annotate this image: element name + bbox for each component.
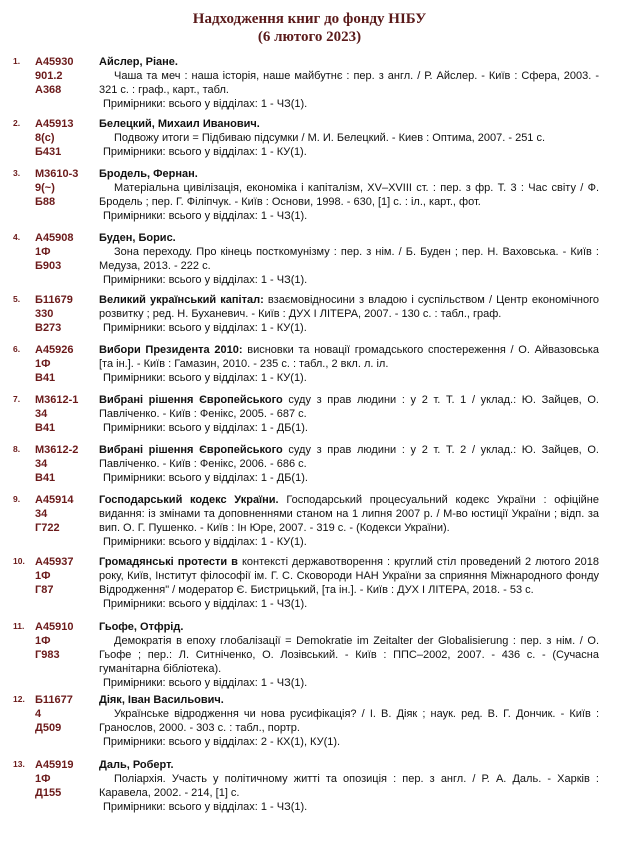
entry-heading: Даль, Роберт. (99, 759, 174, 771)
call-number: Б903 (35, 260, 62, 272)
call-number: 1Ф (35, 358, 51, 370)
entry-copies: Примірники: всього у відділах: 1 - ДБ(1). (103, 422, 308, 434)
entry-heading: Вибори Президента 2010: (99, 344, 243, 356)
entry-heading-line (99, 443, 599, 471)
entry-copies: Примірники: всього у відділах: 1 - КУ(1). (103, 146, 307, 158)
entry-heading: Буден, Борис. (99, 232, 176, 244)
call-numbers (35, 758, 74, 800)
call-number: М3612-2 (35, 444, 79, 456)
entry-copies: Примірники: всього у відділах: 1 - КУ(1). (103, 372, 307, 384)
entry-body (99, 117, 599, 159)
call-numbers (35, 693, 73, 735)
call-number: В41 (35, 472, 56, 484)
entry-heading-line (99, 117, 599, 131)
call-number: Б88 (35, 196, 56, 208)
entry-heading: Вибрані рішення Європейського (99, 444, 283, 456)
entry-copies: Примірники: всього у відділах: 1 - КУ(1). (103, 322, 307, 334)
entry-heading: Великий український капітал: (99, 294, 264, 306)
entry-body (99, 758, 599, 814)
entry-body (99, 620, 599, 690)
call-number: А368 (35, 84, 62, 96)
call-numbers (35, 620, 74, 662)
entry-copies: Примірники: всього у відділах: 1 - ДБ(1). (103, 472, 308, 484)
entry-description: Українське відродження чи нова русифікація? / І. В. Діяк ; наук. ред. В. Г. Дончик. - Київ : Гранослов, 2000. - 303 с. : табл., портр. (99, 708, 599, 734)
call-number: 8(с) (35, 132, 55, 144)
entry-heading-line (99, 393, 599, 421)
entry-number: 1. (13, 56, 21, 66)
call-number: 9(~) (35, 182, 55, 194)
entry-heading-line (99, 167, 599, 181)
call-number: А45919 (35, 759, 74, 771)
entry-number: 3. (13, 168, 21, 178)
call-number: А45913 (35, 118, 74, 130)
call-number: В41 (35, 372, 56, 384)
entry-description: взаємовідносини з владою і суспільством / Центр економічного розвитку ; ред. Н. Буханевич. - Київ : ДУХ І ЛІТЕРА, 2007. - 130 с. : табл., граф. (99, 294, 600, 320)
call-number: 34 (35, 458, 48, 470)
call-number: Д509 (35, 722, 62, 734)
call-number: 34 (35, 508, 48, 520)
entry-number: 10. (13, 556, 25, 566)
call-number: А45910 (35, 621, 74, 633)
entry-copies: Примірники: всього у відділах: 1 - ЧЗ(1). (103, 677, 308, 689)
entry-number: 5. (13, 294, 21, 304)
entry-body (99, 493, 599, 549)
call-numbers (35, 493, 74, 535)
entry-description: суду з прав людини : у 2 т. Т. 1 / уклад.: Ю. Зайцев, О. Павліченко. - Київ : Фенікс, 2005. - 687 с. (99, 394, 599, 420)
call-number: А45926 (35, 344, 74, 356)
call-number: Б11677 (35, 694, 73, 706)
entry-heading: Господарський кодекс України. (99, 494, 279, 506)
entry-body (99, 167, 599, 223)
entry-number: 13. (13, 759, 25, 769)
entry-heading: Айслер, Ріане. (99, 56, 178, 68)
entry-number: 7. (13, 394, 21, 404)
entry-number: 4. (13, 232, 21, 242)
entry-number: 8. (13, 444, 21, 454)
entry-heading-line (99, 231, 599, 245)
call-numbers (35, 443, 78, 485)
call-number: Г983 (35, 649, 60, 661)
call-number: 330 (35, 308, 54, 320)
entry-heading-line (99, 555, 599, 597)
entry-heading-line (99, 293, 599, 321)
entry-number: 12. (13, 694, 25, 704)
page-title: Надходження книг до фонду НІБУ (192, 11, 427, 27)
entry-heading: Громадянські протести в (99, 556, 238, 568)
call-number: 1Ф (35, 773, 51, 785)
entry-copies: Примірники: всього у відділах: 1 - КУ(1). (103, 536, 307, 548)
call-numbers (35, 343, 74, 385)
entry-body (99, 393, 599, 435)
call-numbers (35, 231, 74, 273)
call-numbers (35, 55, 74, 97)
entry-copies: Примірники: всього у відділах: 1 - ЧЗ(1). (103, 598, 308, 610)
entry-heading-line (99, 620, 599, 634)
entry-number: 9. (13, 494, 21, 504)
entry-description: Зона переходу. Про кінець посткомунізму : пер. з нім. / Б. Буден ; пер. Н. Ваховська. - Київ : Медуза, 2013. - 222 с. (99, 246, 599, 272)
call-number: А45908 (35, 232, 74, 244)
call-number: Б11679 (35, 294, 73, 306)
entry-copies: Примірники: всього у відділах: 1 - ЧЗ(1). (103, 98, 308, 110)
call-number: А45914 (35, 494, 74, 506)
entry-body (99, 231, 599, 287)
entry-description: Демократія в епоху глобалізації = Demokratie im Zeitalter der Globalisierung : пер. з нім. / О. Гьофе ; пер.: Л. Ситніченко, О. Лозівський. - Київ : ППС–2002, 2007. - 436 с. - (Сучасна гуманітарна бібліотека). (99, 635, 599, 675)
call-number: 4 (35, 708, 42, 720)
call-number: 1Ф (35, 570, 51, 582)
entry-heading: Вибрані рішення Європейського (99, 394, 283, 406)
entry-heading: Белецкий, Михаил Иванович. (99, 118, 260, 130)
entry-description: Чаша та меч : наша історія, наше майбутнє : пер. з англ. / Р. Айслер. - Київ : Сфера, 2003. - 321 с. : граф., карт., табл. (99, 70, 599, 96)
call-number: В273 (35, 322, 62, 334)
call-numbers (35, 167, 78, 209)
entry-body (99, 555, 599, 611)
entry-description: контексті державотворення : круглий стіл проведений 2 лютого 2018 року, Київ, Інститут філософії ім. Г. С. Сковороди НАН України за сприяння Міжнародного фонду Відродження" / модератор Є. Бистрицький, [та ін.]. - Київ : ДУХ І ЛІТЕРА, 2018. - 53 с. (99, 556, 599, 596)
entry-heading: Діяк, Іван Васильович. (99, 694, 224, 706)
entry-body (99, 55, 599, 111)
entry-heading-line (99, 55, 599, 69)
entry-body (99, 443, 599, 485)
entry-heading-line (99, 693, 599, 707)
entry-description: висновки та новації громадського спостереження / О. Айвазовська [та ін.]. - Київ : Гамазин, 2010. - 235 с. : табл., 2 вкл. л. іл. (99, 344, 600, 370)
entry-number: 11. (13, 621, 25, 631)
entry-number: 2. (13, 118, 21, 128)
call-number: 901.2 (35, 70, 63, 82)
entry-heading-line (99, 758, 599, 772)
call-number: Г87 (35, 584, 54, 596)
entry-number: 6. (13, 344, 21, 354)
call-numbers (35, 393, 78, 435)
call-number: М3612-1 (35, 394, 79, 406)
entry-body (99, 293, 599, 335)
page-subtitle: (6 лютого 2023) (257, 29, 362, 45)
call-number: 1Ф (35, 635, 51, 647)
entry-heading: Бродель, Фернан. (99, 168, 198, 180)
call-number: М3610-3 (35, 168, 79, 180)
entry-copies: Примірники: всього у відділах: 1 - ЧЗ(1). (103, 801, 308, 813)
call-number: 34 (35, 408, 48, 420)
entry-copies: Примірники: всього у відділах: 2 - КХ(1), КУ(1). (103, 736, 341, 748)
entry-description: Матеріальна цивілізація, економіка і капіталізм, XV–XVIII ст. : пер. з фр. Т. 3 : Час світу / Ф. Бродель ; пер. Г. Філіпчук. - Київ : Основи, 1998. - 630, [1] с. : іл., карт., фот. (99, 182, 599, 208)
entry-body (99, 693, 599, 749)
entry-heading: Гьофе, Отфрід. (99, 621, 184, 633)
entry-description: Поліархія. Участь у політичному житті та опозиція : пер. з англ. / Р. А. Даль. - Харків : Каравела, 2002. - 214, [1] с. (99, 773, 599, 799)
entry-copies: Примірники: всього у відділах: 1 - ЧЗ(1). (103, 274, 308, 286)
call-numbers (35, 555, 74, 597)
call-number: 1Ф (35, 246, 51, 258)
call-numbers (35, 293, 73, 335)
call-numbers (35, 117, 74, 159)
entry-heading-line (99, 343, 599, 371)
call-number: В41 (35, 422, 56, 434)
entry-heading-line (99, 493, 599, 535)
call-number: Г722 (35, 522, 60, 534)
call-number: Б431 (35, 146, 62, 158)
entry-copies: Примірники: всього у відділах: 1 - ЧЗ(1). (103, 210, 308, 222)
entry-description: Господарський процесуальний кодекс України : офіційне видання: із змінами та доповненнями станом на 1 липня 2007 р. / М-во юстиції України ; відп. за вип. О. Г. Пушенко. - Київ : Ін Юре, 2007. - 319 с. - (Кодекси України). (99, 494, 599, 534)
call-number: Д155 (35, 787, 62, 799)
entry-description: суду з прав людини : у 2 т. Т. 2 / уклад.: Ю. Зайцев, О. Павліченко. - Київ : Фенікс, 2006. - 686 с. (99, 444, 599, 470)
call-number: А45937 (35, 556, 74, 568)
entry-body (99, 343, 599, 385)
entry-description: Подвожу итоги = Підбиваю підсумки / М. И. Белецкий. - Киев : Оптима, 2007. - 251 с. (114, 132, 546, 144)
call-number: А45930 (35, 56, 74, 68)
